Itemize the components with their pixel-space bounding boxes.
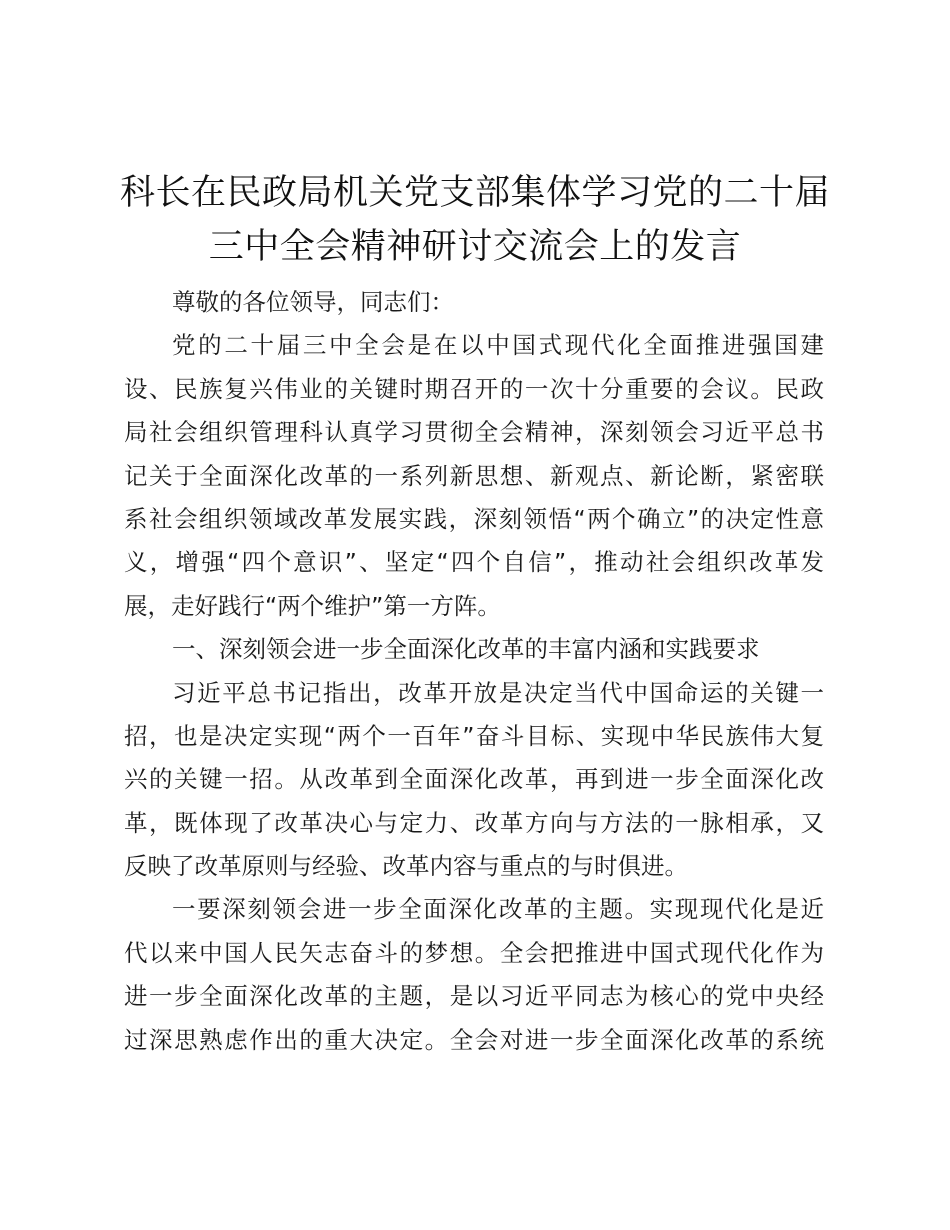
paragraph-line: 进一步全面深化改革的主题，是以习近平同志为核心的党中央经 xyxy=(124,982,824,1011)
document-body xyxy=(124,281,824,1062)
paragraph-line: 党的二十届三中全会是在以中国式现代化全面推进强国建 xyxy=(172,331,824,360)
paragraph-line: 习近平总书记指出，改革开放是决定当代中国命运的关键一 xyxy=(172,678,824,707)
paragraph-line: 记关于全面深化改革的一系列新思想、新观点、新论断，紧密联 xyxy=(124,461,824,490)
paragraph-line: 反映了改革原则与经验、改革内容与重点的与时俱进。 xyxy=(124,852,688,881)
paragraph-line: 代以来中国人民矢志奋斗的梦想。全会把推进中国式现代化作为 xyxy=(124,938,824,967)
title-line-1: 科长在民政局机关党支部集体学习党的二十届 xyxy=(119,173,830,213)
title-line-2: 三中全会精神研讨交流会上的发言 xyxy=(208,227,742,267)
paragraph-line: 系社会组织领域改革发展实践，深刻领悟“两个确立”的决定性意 xyxy=(124,504,824,533)
paragraph-line: 展，走好践行“两个维护”第一方阵。 xyxy=(124,591,501,620)
paragraph-line: 局社会组织管理科认真学习贯彻全会精神，深刻领会习近平总书 xyxy=(124,418,824,447)
paragraph-line: 招，也是决定实现“两个一百年”奋斗目标、实现中华民族伟大复 xyxy=(124,721,824,750)
paragraph-line: 义，增强“四个意识”、坚定“四个自信”，推动社会组织改革发 xyxy=(124,548,824,577)
paragraph-line: 设、民族复兴伟业的关键时期召开的一次十分重要的会议。民政 xyxy=(124,374,824,403)
document-title xyxy=(100,166,850,274)
paragraph-line: 过深思熟虑作出的重大决定。全会对进一步全面深化改革的系统 xyxy=(124,1025,824,1054)
paragraph-line: 兴的关键一招。从改革到全面深化改革，再到进一步全面深化改 xyxy=(124,765,824,794)
paragraph-line: 革，既体现了改革决心与定力、改革方向与方法的一脉相承，又 xyxy=(124,808,824,837)
salutation: 尊敬的各位领导，同志们： xyxy=(172,288,454,316)
paragraph-line: 一要深刻领会进一步全面深化改革的主题。实现现代化是近 xyxy=(172,895,824,924)
section-heading: 一、深刻领会进一步全面深化改革的丰富内涵和实践要求 xyxy=(172,635,760,664)
